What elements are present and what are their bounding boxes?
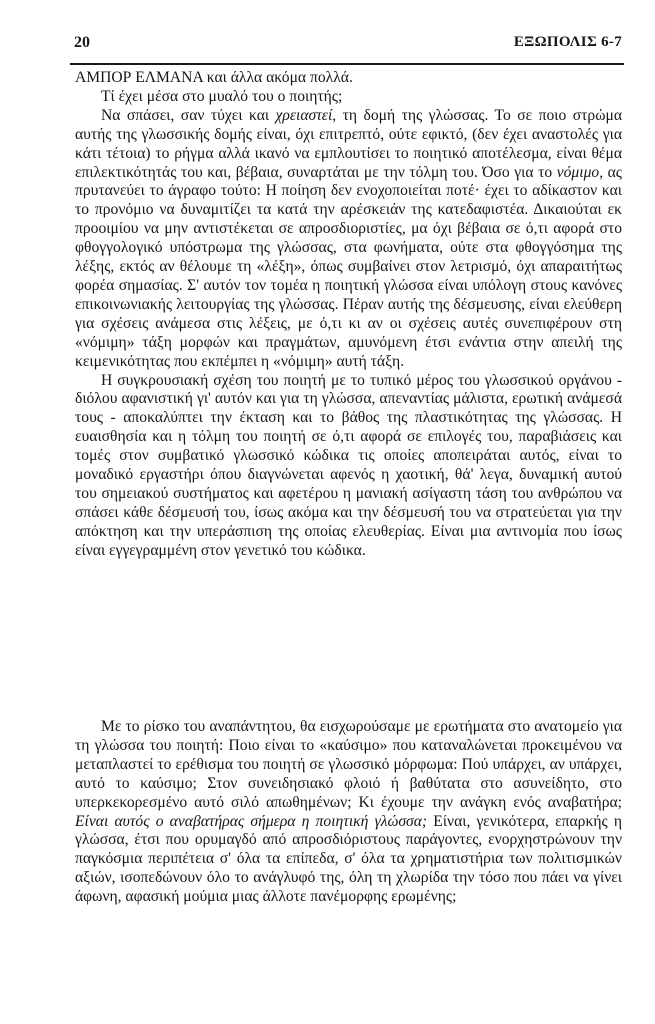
running-header xyxy=(74,34,622,56)
paragraph-question: Τί έχει μέσα στο μυαλό του ο ποιητής; xyxy=(101,87,343,105)
italic-run: νόμιμο xyxy=(556,163,600,181)
paragraph-opening-lead: ΑΜΠΟΡ ΕΛΜΑΝΑ xyxy=(75,69,203,86)
article-body-lower xyxy=(75,718,622,907)
text-run: Με το ρίσκο του αναπάντητου, θα εισχωρούσαμε με ερωτήματα στο ανατομείο για τη γλώσσα του ποιητή: Ποιο είναι το «καύσιμο» που καταναλώνεται προκειμένου να μεταπλαστεί το ερέθισμα του ποιητή σε γλωσσικό μόρφωμα: Πού υπάρχει, αν υπάρχει, αυτό το καύσιμο; Στον συνειδησιακό φλοιό ή βαθύτατα στο ασυνείδητο, στο υπερκεκορεσμένο αυτό σιλό απωθημένων; Κι έχουμε την ανάγκη ενός αναβατήρα; xyxy=(75,718,622,811)
paragraph-risk xyxy=(75,718,622,907)
paragraph-opening-rest: και άλλα ακόμα πολλά. xyxy=(202,69,353,86)
text-run: Να σπάσει, σαν τύχει και xyxy=(101,106,276,124)
italic-run: Είναι αυτός ο αναβατήρας σήμερα η ποιητική γλώσσα; xyxy=(75,812,428,830)
article-body-upper xyxy=(75,69,622,561)
paragraph-structure xyxy=(75,107,622,372)
page-number: 20 xyxy=(74,34,90,51)
text-run: Είναι, γενικότερα, επαρκής η γλώσσα, έτσι που ορυμαγδό από απροσδιόριστους παράγοντες, ενορχηστρώνουν την παγκόσμια περιπέτεια σ' όλα τα επίπεδα, σ' όλα τα χρηματιστήρια των πολιτισμικών αξιών, ισοπεδώνουν όλο το ανάγλυφό της, όλη τη χλωρίδα την τόσο που πάει να γίνει άφωνη, αφασική μούμια μιας άλλοτε πανέμορφης ερωμένης; xyxy=(75,812,622,906)
journal-title: ΕΞΩΠΟΛΙΣ 6-7 xyxy=(513,34,622,50)
paragraph-opening xyxy=(75,69,622,88)
paragraph-conflict: Η συγκρουσιακή σχέση του ποιητή με το τυπικό μέρος του γλωσσικού οργάνου - διόλου αφανιστική γι' αυτόν και για τη γλώσσα, απεναντίας μάλιστα, ερωτική ανάμεσά τους - αποκαλύπτει την έκταση και το βάθος της πλαστικότητας της γλώσσας. Η ευαισθησία και η τόλμη του ποιητή σε ό,τι αφορά σε επιλογές του, παραβιάσεις και τομές στον συμβατικό γλωσσικό κώδικα τις οποίες αποπειράται αυτός, είναι το μοναδικό εργαστήρι όπου διαγνώνεται αφενός η χαοτική, θά' λεγα, δυναμική αυτού του σημειακού συστήματος και αφετέρου η μανιακή ασίγαστη τάση του ανθρώπου να σπάσει κάθε δέσμευσή του, ίσως ακόμα και την δέσμευσή του να στρατεύεται για την απόκτηση και την υπεράσπιση της οποίας ελευθερίας. Είναι μια αντινομία που ίσως είναι εγγεγραμμένη στον γενετικό του κώδικα. xyxy=(75,371,622,559)
text-run: , ας πρυτανεύει το άγραφο τούτο: Η ποίηση δεν ενοχοποιείται ποτέ· έχει το αδίκαστον και το προνόμιο να δυναμιτίζει τα κατά την αρέσκειάν της κατεδαφιστέα. Δικαιούται εκ προοιμίου να μην αντιστέκεται σε απροσδιοριστίες, μα όχι βέβαια σε ό,τι αφορά στο φθογγολογικό υπόστρωμα της γλώσσας, στα φωνήματα, ούτε στα φθογγόσημα της λέξης, εκτός αν θέλουμε τη «λέξη», όπως συμβαίνει στον λετρισμό, όχι απαραιτήτως φορέα σημασίας. Σ' αυτόν τον τομέα η ποιητική γλώσσα είναι υπόλογη στους κανόνες επικοινωνιακής λειτουργίας της γλώσσας. Πέραν αυτής της δέσμευσης, είναι ελεύθερη για σχέσεις ανάμεσα στις λέξεις, με ό,τι κι αν οι σχέσεις αυτές συνεπιφέρουν στη «νόμιμη» τάξη μορφών και πραγμάτων, αμυνόμενη έτσι ενάντια στην απειλή της κειμενικότητας που εκπέμπει η «νόμιμη» αυτή τάξη. xyxy=(75,163,622,370)
italic-run: χρειαστεί xyxy=(275,106,333,124)
text-run: , τη δομή της γλώσσας. Το σε ποιο στρώμα αυτής της γλωσσικής δομής είναι, όχι επιτρεπτό, ούτε εφικτό, (δεν έχει αναστολές για κάτι τέτοια) το ρήγμα αλλά ικανό να εμπλουτίσει το ποιητικό αποτέλεσμα, είναι θέμα επιλεκτικότητάς του και, βέβαια, συναρτάται με την τόλμη του. Όσο για το xyxy=(75,106,622,181)
header-rule xyxy=(70,63,624,65)
